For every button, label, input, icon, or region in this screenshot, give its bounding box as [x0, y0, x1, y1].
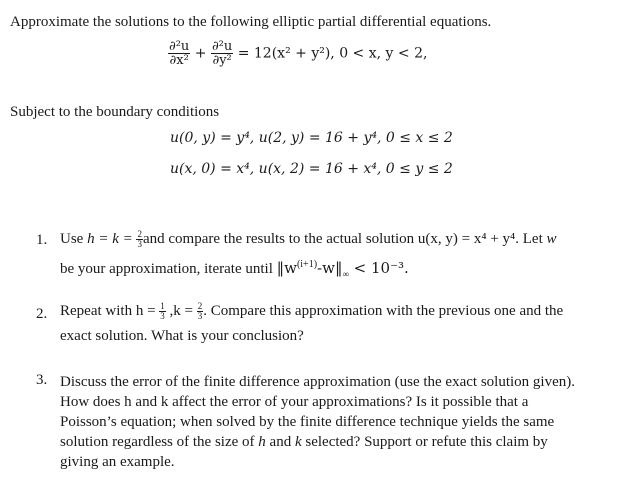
- d2u-dx2-fraction: $\frac{\text{∂²u}}{\text{∂x²}}$: [169, 39, 190, 68]
- h-fraction: $\frac{2}{3}$: [137, 229, 142, 249]
- item-1-line-1: Use h = k = $\frac{2}{3}$ and compare the results to the actual solution u(x, y) = x⁴ + y⁴. Let w: [60, 229, 557, 249]
- k-fraction-2: $\frac{2}{3}$: [197, 301, 203, 321]
- d2u-dy2-fraction: $\frac{\text{∂²u}}{\text{∂y²}}$: [211, 39, 233, 68]
- item-2-line-2: exact solution. What is your conclusion?: [60, 328, 304, 344]
- item-number-3: 3.: [36, 372, 48, 388]
- item-2-line-1: Repeat with h = $\frac{1}{3}$ ,k = $\frac{2}{3}$ . Compare this approximation with the previous one and the: [60, 301, 564, 321]
- item-1-line-2: be your approximation, iterate until $‖w^{(i+1)}-w‖_\infty < 10^{-3}$.: [60, 259, 409, 279]
- boundary-condition-1: u(0, y) = y⁴, u(2, y) = 16 + y⁴, 0 ≤ x ≤ 2: [170, 130, 453, 146]
- boundary-condition-2: u(x, 0) = x⁴, u(x, 2) = 16 + x⁴, 0 ≤ y ≤ 2: [170, 161, 453, 177]
- item-number-2: 2.: [36, 306, 48, 322]
- item-3-text: Discuss the error of the finite difference approximation (use the exact solution given). How does h and k affect the error of your approximations? Is it possible that a Poisson’s equation; when solved by the finite difference technique yields the same solution regardless of the size of h and k selected? Support or refute this claim by giving an example.: [60, 374, 575, 470]
- pde-equation: $\frac{\text{∂²u}}{\text{∂x²}}$ + $\frac{\text{∂²u}}{\text{∂y²}}$ = 12(x² + y²), 0 < x, y < 2,: [169, 39, 428, 68]
- intro-text: Approximate the solutions to the following elliptic partial differential equations.: [10, 14, 492, 30]
- item-number-1: 1.: [36, 232, 48, 248]
- h-fraction-2: $\frac{1}{3}$: [160, 301, 165, 321]
- subject-text: Subject to the boundary conditions: [10, 104, 220, 120]
